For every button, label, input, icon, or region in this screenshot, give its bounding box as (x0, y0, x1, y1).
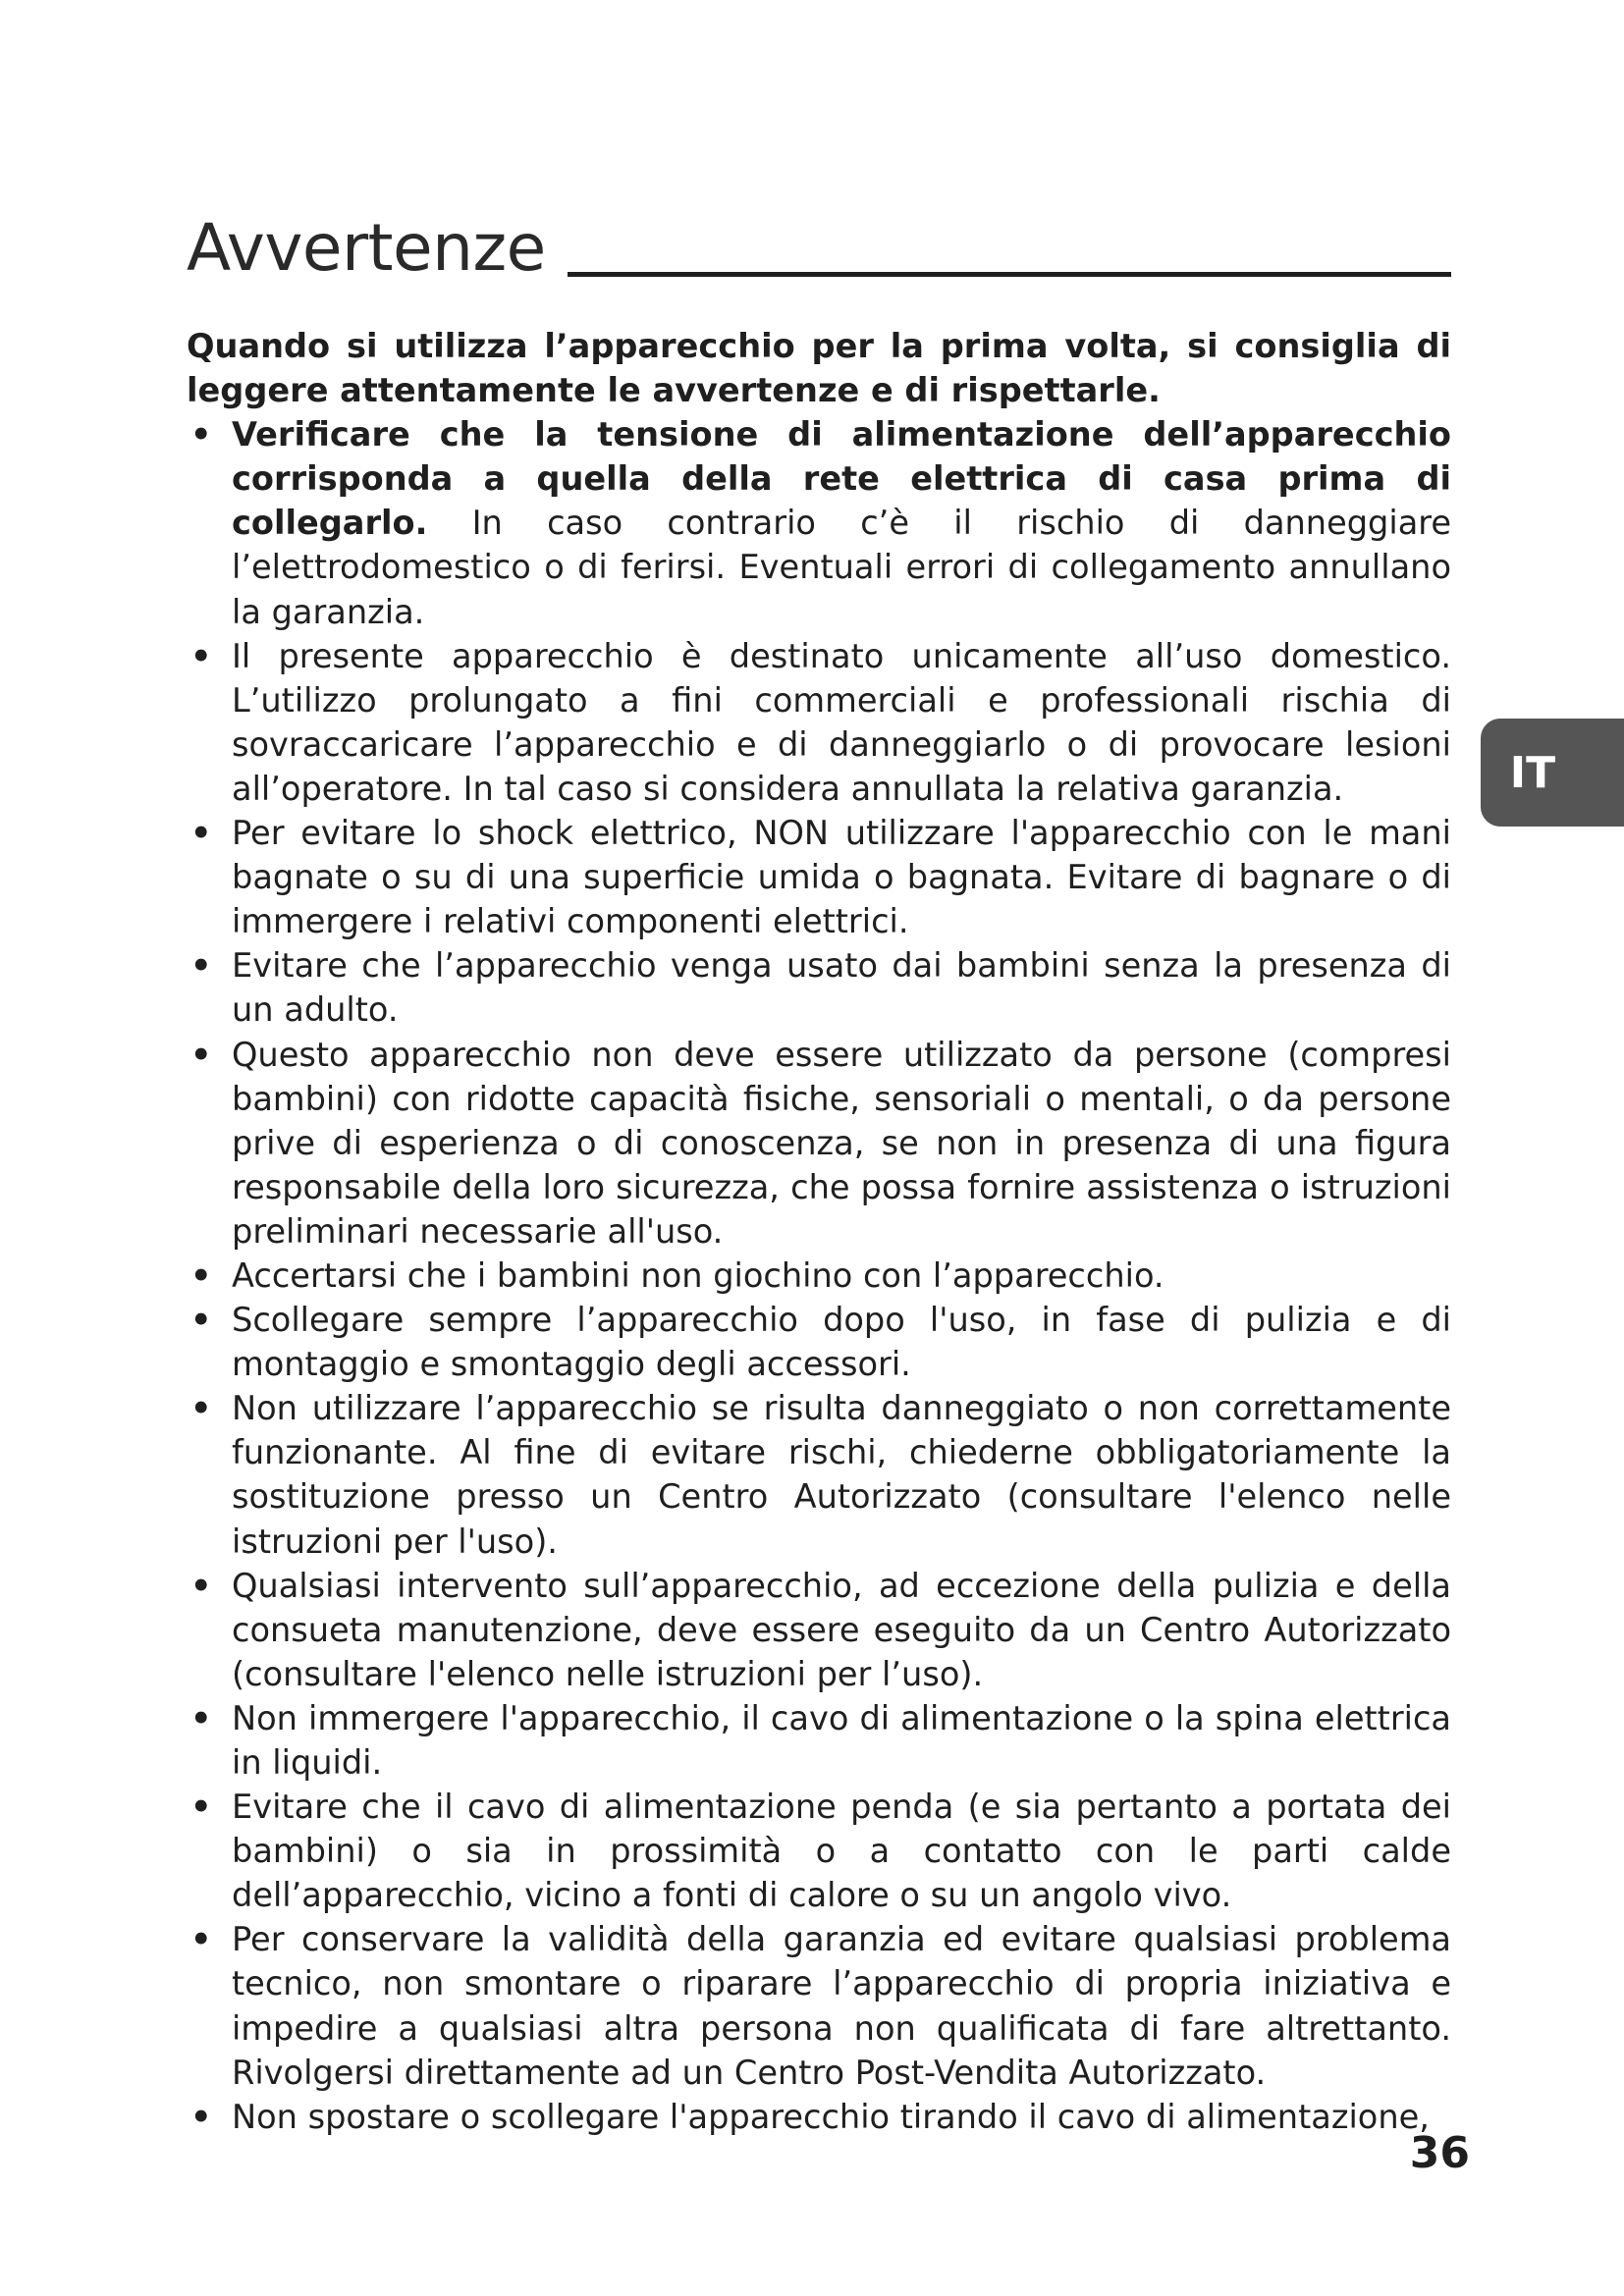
bullet-icon: • (190, 1566, 212, 1605)
warning-item-text: In caso contrario c’è il rischio di danneggiare l’elettrodomestico o di ferirsi. Eventuali errori di collegamento annullano la garanzia. (232, 504, 1451, 631)
warning-item-text: Evitare che il cavo di alimentazione penda (e sia pertanto a portata dei bambini) o sia in prossimità o a contatto con le parti calde dell’apparecchio, vicino a fonti di calore o su un angolo vivo. (232, 1788, 1451, 1915)
warning-item (187, 1696, 1451, 1785)
bullet-icon: • (190, 1788, 212, 1827)
bullet-icon: • (190, 1389, 212, 1428)
bullet-icon: • (190, 814, 212, 853)
warning-item-bold: Verificare che la tensione di alimentazione dell’apparecchio corrisponda a quella della rete elettrica di casa prima di collegarlo. (232, 415, 1451, 543)
page-number: 36 (1409, 2128, 1470, 2178)
title-underline-rule (568, 272, 1451, 277)
bullet-icon: • (190, 415, 212, 454)
warning-item-text: Per conservare la validità della garanzia ed evitare qualsiasi problema tecnico, non smontare o riparare l’apparecchio di propria iniziativa e impedire a qualsiasi altra persona non qualificata di fare altrettanto. Rivolgersi direttamente ad un Centro Post-Vendita Autorizzato. (232, 1920, 1451, 2092)
warning-item (187, 1254, 1451, 1298)
bullet-icon: • (190, 2097, 212, 2136)
bullet-icon: • (190, 1255, 212, 1295)
warning-item (187, 1917, 1451, 2094)
warning-item (187, 412, 1451, 633)
warning-item-text: Non immergere l'apparecchio, il cavo di alimentazione o la spina elettrica in liquidi. (232, 1698, 1451, 1782)
warning-item-text: Il presente apparecchio è destinato unicamente all’uso domestico. L’utilizzo prolungato a fini commerciali e professionali rischia di sovraccaricare l’apparecchio e di danneggiarlo o di provocare lesioni all’operatore. In tal caso si considera annullata la relativa garanzia. (232, 636, 1451, 808)
warnings-list (187, 412, 1451, 2139)
warning-item (187, 2095, 1451, 2139)
intro-paragraph: Quando si utilizza l’apparecchio per la prima volta, si consiglia di leggere attentamente le avvertenze e di rispettarle. (187, 327, 1451, 410)
warning-item-text: Accertarsi che i bambini non giochino con l’apparecchio. (232, 1255, 1164, 1295)
warning-item (187, 811, 1451, 943)
bullet-icon: • (190, 946, 212, 986)
page-header (187, 192, 1451, 286)
warning-item-text: Non utilizzare l’apparecchio se risulta danneggiato o non correttamente funzionante. Al fine di evitare rischi, chiederne obbligatoriamente la sostituzione presso un Centro Autorizzato (consultare l'elenco nelle istruzioni per l'uso). (232, 1389, 1451, 1561)
language-tab-label: IT (1509, 747, 1556, 798)
bullet-icon: • (190, 1301, 212, 1340)
bullet-icon: • (190, 1698, 212, 1737)
page-title: Avvertenze (187, 210, 546, 286)
warning-item-text: Per evitare lo shock elettrico, NON utilizzare l'apparecchio con le mani bagnate o su di una superficie umida o bagnata. Evitare di bagnare o di immergere i relativi componenti elettrici. (232, 814, 1451, 941)
warning-item-text: Questo apparecchio non deve essere utilizzato da persone (compresi bambini) con ridotte capacità fisiche, sensoriali o mentali, o da persone prive di esperienza o di conoscenza, se non in presenza di una figura responsabile della loro sicurezza, che possa fornire assistenza o istruzioni preliminari necessarie all'uso. (232, 1035, 1451, 1251)
warnings-body (187, 324, 1451, 2139)
warning-item-text: Evitare che l’apparecchio venga usato dai bambini senza la presenza di un adulto. (232, 946, 1451, 1030)
bullet-icon: • (190, 1920, 212, 1959)
warning-item (187, 634, 1451, 811)
warning-item-text: Non spostare o scollegare l'apparecchio tirando il cavo di alimentazione, (232, 2097, 1430, 2136)
warning-item (187, 1564, 1451, 1696)
bullet-icon: • (190, 1035, 212, 1074)
warning-item (187, 1785, 1451, 1917)
warning-item (187, 943, 1451, 1032)
warning-item-text: Scollegare sempre l’apparecchio dopo l'uso, in fase di pulizia e di montaggio e smontaggio degli accessori. (232, 1301, 1451, 1384)
warning-item (187, 1386, 1451, 1563)
warning-item-text: Qualsiasi intervento sull’apparecchio, ad eccezione della pulizia e della consueta manutenzione, deve essere eseguito da un Centro Autorizzato (consultare l'elenco nelle istruzioni per l’uso). (232, 1566, 1451, 1693)
warning-item (187, 1033, 1451, 1254)
warning-item (187, 1298, 1451, 1386)
language-tab (1481, 719, 1624, 827)
bullet-icon: • (190, 636, 212, 675)
